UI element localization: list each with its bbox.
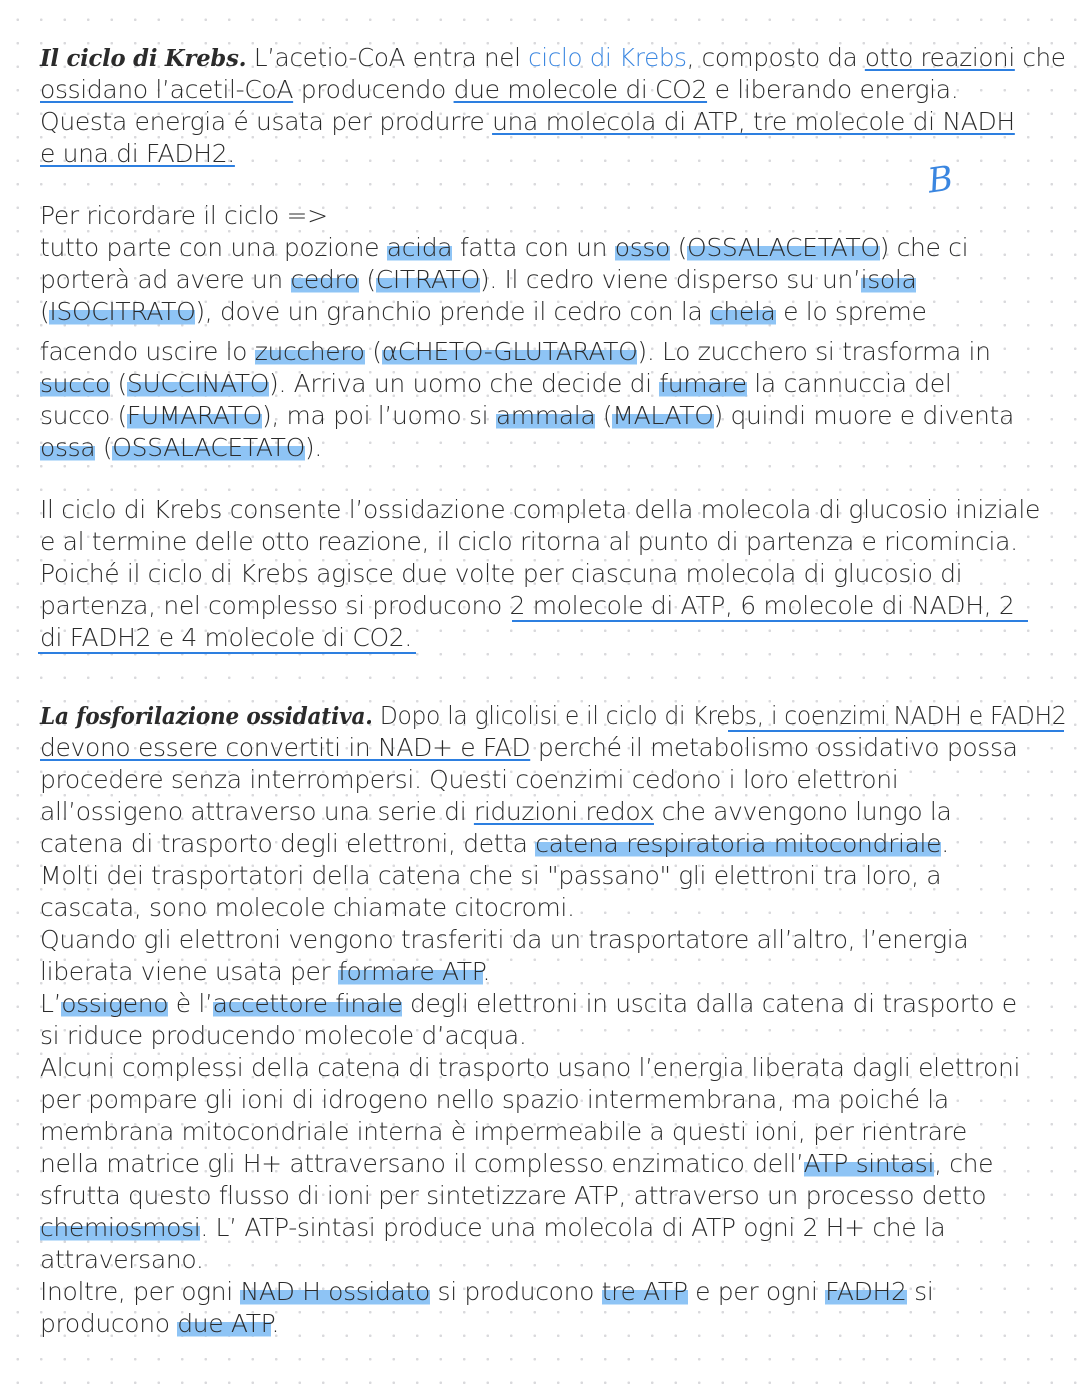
mnemonic-line-3: (ISOCITRATO), dove un granchio prende il cedro con la chela e lo spreme bbox=[40, 297, 927, 326]
summary-line-3: Poiché il ciclo di Krebs agisce due volte per ciascuna molecola di glucosio di bbox=[40, 559, 963, 588]
mnemonic-intro: Per ricordare il ciclo => bbox=[40, 201, 328, 230]
summary-underline-1 bbox=[512, 620, 1028, 622]
summary-line-4: partenza, nel complesso si producono 2 molecole di ATP, 6 molecole di NADH, 2 bbox=[40, 591, 1015, 620]
phos-line-6: Molti dei trasportatori della catena che si "passano" gli elettroni tra loro, a bbox=[40, 861, 942, 890]
summary-line-2: e al termine delle otto reazione, il ciclo ritorna al punto di partenza e ricomincia. bbox=[40, 527, 1018, 556]
phos-line-1: La fosforilazione ossidativa. Dopo la glicolisi e il ciclo di Krebs, i coenzimi NADH e FADH2 bbox=[40, 701, 1067, 730]
phos-line-18: attraversano. bbox=[40, 1245, 204, 1274]
krebs-line-4: e una di FADH2. bbox=[40, 139, 235, 168]
phos-line-15: nella matrice gli H+ attraversano il complesso enzimatico dell’ATP sintasi, che bbox=[40, 1149, 994, 1178]
phos-line-9: liberata viene usata per formare ATP. bbox=[40, 957, 491, 986]
mnemonic-line-1: tutto parte con una pozione acida fatta con un osso (OSSALACETATO) che ci bbox=[40, 233, 969, 262]
phos-title: La fosforilazione ossidativa. bbox=[40, 703, 373, 730]
phos-line-20: producono due ATP. bbox=[40, 1309, 280, 1338]
krebs-line-2: ossidano l’acetil-CoA producendo due molecole di CO2 e liberando energia. bbox=[40, 75, 959, 104]
phos-line-4: all’ossigeno attraverso una serie di riduzioni redox che avvengono lungo la bbox=[40, 797, 952, 826]
phos-line-17: chemiosmosi. L’ ATP-sintasi produce una molecola di ATP ogni 2 H+ che la bbox=[40, 1213, 946, 1242]
phos-line-2: devono essere convertiti in NAD+ e FAD perché il metabolismo ossidativo possa bbox=[40, 733, 1018, 762]
mnemonic-line-2: porterà ad avere un cedro (CITRATO). Il cedro viene disperso su un’isola bbox=[40, 265, 917, 294]
krebs-line-1: Il ciclo di Krebs. L’acetio-CoA entra nel ciclo di Krebs, composto da otto reazioni che bbox=[40, 43, 1066, 72]
phos-line-12: Alcuni complessi della catena di trasporto usano l’energia liberata dagli elettroni bbox=[40, 1053, 1021, 1082]
phos-line-10: L’ossigeno è l’accettore finale degli elettroni in uscita dalla catena di trasporto e bbox=[40, 989, 1017, 1018]
margin-mark: B bbox=[925, 158, 956, 202]
phos-line-3: procedere senza interrompersi. Questi coenzimi cedono i loro elettroni bbox=[40, 765, 899, 794]
summary-line-1: Il ciclo di Krebs consente l’ossidazione completa della molecola di glucosio iniziale bbox=[40, 495, 1040, 524]
phos-line-7: cascata, sono molecole chiamate citocromi. bbox=[40, 893, 575, 922]
mnemonic-line-5: succo (SUCCINATO). Arriva un uomo che decide di fumare la cannuccia del bbox=[40, 369, 952, 398]
phos-line-11: si riduce producendo molecole d’acqua. bbox=[40, 1021, 527, 1050]
summary-line-5: di FADH2 e 4 molecole di CO2. bbox=[40, 623, 412, 652]
phos-line-5: catena di trasporto degli elettroni, detta catena respiratoria mitocondriale. bbox=[40, 829, 949, 858]
phos-line-13: per pompare gli ioni di idrogeno nello spazio intermembrana, ma poiché la bbox=[40, 1085, 949, 1114]
phos-line-8: Quando gli elettroni vengono trasferiti da un trasportatore all’altro, l’energia bbox=[40, 925, 969, 954]
phos-line-16: sfrutta questo flusso di ioni per sintetizzare ATP, attraverso un processo detto bbox=[40, 1181, 987, 1210]
krebs-line-3: Questa energia é usata per produrre una molecola di ATP, tre molecole di NADH bbox=[40, 107, 1015, 136]
krebs-term: ciclo di Krebs bbox=[528, 43, 687, 72]
mnemonic-line-6: succo (FUMARATO), ma poi l’uomo si ammala (MALATO) quindi muore e diventa bbox=[40, 401, 1014, 430]
phos-line-14: membrana mitocondriale interna è impermeabile a questi ioni, per rientrare bbox=[40, 1117, 967, 1146]
summary-underline-2 bbox=[38, 652, 416, 654]
krebs-title: Il ciclo di Krebs. bbox=[40, 45, 247, 72]
mnemonic-line-7: ossa (OSSALACETATO). bbox=[40, 433, 322, 462]
mnemonic-line-4: facendo uscire lo zucchero (αCHETO-GLUTARATO). Lo zucchero si trasforma in bbox=[40, 337, 991, 366]
phos-line-19: Inoltre, per ogni NAD H ossidato si producono tre ATP e per ogni FADH2 si bbox=[40, 1277, 934, 1306]
